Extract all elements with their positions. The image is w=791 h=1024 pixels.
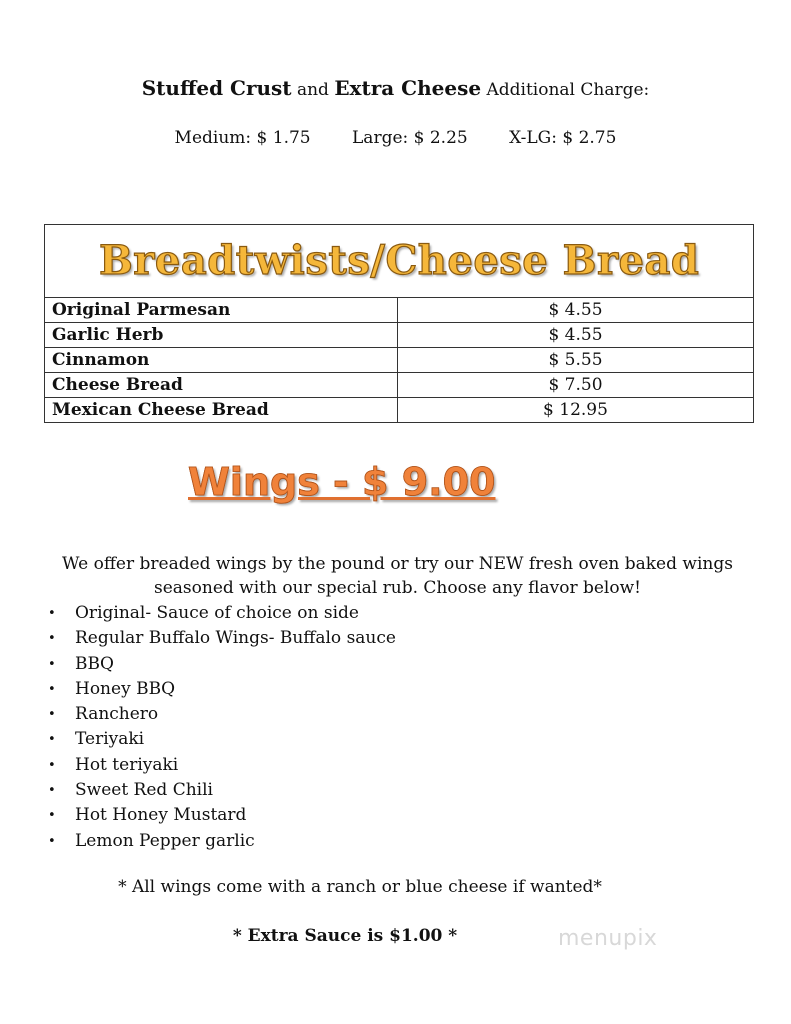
item-name: Garlic Herb [45,323,398,347]
bullet-icon: • [48,783,56,799]
stuffed-crust-label: Stuffed Crust [141,76,292,100]
wings-intro [40,552,755,600]
breadtwists-title-cell [45,225,753,298]
list-item [48,601,396,626]
list-item [48,652,396,677]
list-item [48,829,396,854]
wings-dressing-note: * All wings come with a ranch or blue cheese if wanted* [118,877,602,897]
wings-intro-line-2: seasoned with our special rub. Choose any flavor below! [154,578,641,598]
size-price-medium: Medium: $ 1.75 [174,128,311,148]
flavor-label: Sweet Red Chili [75,780,213,801]
wings-intro-line-1: We offer breaded wings by the pound or try our NEW fresh oven baked wings [62,554,733,574]
table-row [45,298,753,323]
size-price-large: Large: $ 2.25 [352,128,468,148]
wing-flavor-list [48,601,396,854]
flavor-label: Original- Sauce of choice on side [75,603,359,623]
bullet-icon: • [48,833,56,849]
table-row [45,348,753,373]
list-item [48,702,396,727]
bullet-icon: • [48,631,56,647]
extra-cheese-label: Extra Cheese [334,76,482,100]
list-item [48,753,396,778]
flavor-label: Regular Buffalo Wings- Buffalo sauce [75,628,396,649]
flavor-label: Teriyaki [75,729,145,750]
table-row [45,398,753,422]
extra-charge-heading [0,76,791,100]
flavor-label: Ranchero [75,704,159,725]
bullet-icon: • [48,606,56,621]
additional-charge-label: Additional Charge: [486,80,650,100]
menupix-watermark: menupix [558,926,658,951]
list-item [48,677,396,702]
item-price: $ 12.95 [543,400,608,420]
bullet-icon: • [48,656,56,672]
and-label: and [296,80,329,100]
item-name: Cinnamon [45,348,398,372]
bullet-icon: • [48,808,56,824]
breadtwists-table [44,224,754,423]
extra-sauce-note: * Extra Sauce is $1.00 * [232,926,458,946]
item-name: Original Parmesan [45,298,398,322]
bullet-icon: • [48,732,56,748]
size-price-xlg: X-LG: $ 2.75 [509,128,617,148]
list-item [48,727,396,752]
item-price: $ 4.55 [548,325,603,345]
item-price: $ 7.50 [548,375,603,395]
bullet-icon: • [48,757,56,773]
item-name: Cheese Bread [45,373,398,397]
item-price: $ 5.55 [548,350,603,370]
flavor-label: BBQ [75,653,114,674]
wings-title: Wings - $ 9.00 [188,460,496,504]
bullet-icon: • [48,707,56,723]
flavor-label: Hot teriyaki [75,754,179,775]
item-name: Mexican Cheese Bread [45,398,398,422]
list-item [48,778,396,803]
table-row [45,373,753,398]
size-prices [0,128,791,148]
item-price: $ 4.55 [548,300,603,320]
list-item [48,803,396,828]
bullet-icon: • [48,681,56,697]
flavor-label: Hot Honey Mustard [75,805,247,826]
breadtwists-title: Breadtwists/Cheese Bread [99,237,700,284]
flavor-label: Honey BBQ [75,678,175,699]
list-item [48,626,396,651]
table-row [45,323,753,348]
flavor-label: Lemon Pepper garlic [75,830,255,851]
